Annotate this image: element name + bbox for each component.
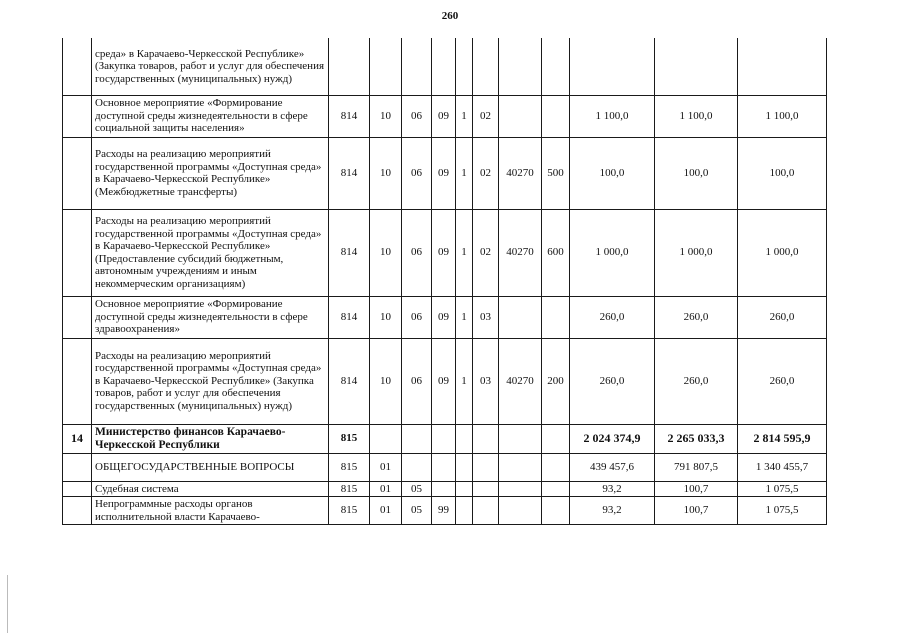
row-index (63, 137, 92, 209)
cell-subprogram (456, 453, 473, 481)
cell-amount-year3: 1 100,0 (738, 95, 827, 137)
table-row (63, 453, 827, 481)
cell-direction: 40270 (499, 137, 542, 209)
cell-direction (499, 424, 542, 453)
cell-section: 01 (370, 497, 402, 525)
cell-subsection: 06 (402, 209, 432, 296)
cell-section: 10 (370, 95, 402, 137)
cell-subprogram (456, 424, 473, 453)
cell-amount-year3: 1 340 455,7 (738, 453, 827, 481)
cell-measure (473, 481, 499, 497)
row-name: Расходы на реализацию мероприятий государственной программы «Доступная среда» в Карачаево-Черкесской Республике» (Закупка товаров, работ и услуг для обеспечения государственных (муниципальных) нужд) (92, 338, 329, 424)
row-name: Основное мероприятие «Формирование доступной среды жизнедеятельности в сфере социальной защиты населения» (92, 95, 329, 137)
cell-program: 99 (432, 497, 456, 525)
cell-subsection: 06 (402, 95, 432, 137)
table-row (63, 497, 827, 525)
table-row (63, 338, 827, 424)
cell-measure (473, 424, 499, 453)
cell-ministry-code (329, 38, 370, 95)
cell-amount-year2: 260,0 (655, 296, 738, 338)
cell-direction (499, 38, 542, 95)
row-index (63, 338, 92, 424)
cell-expense-type (542, 38, 570, 95)
cell-subprogram: 1 (456, 209, 473, 296)
cell-amount-year1 (570, 38, 655, 95)
cell-subprogram: 1 (456, 137, 473, 209)
cell-direction (499, 497, 542, 525)
row-index (63, 497, 92, 525)
cell-program: 09 (432, 338, 456, 424)
cell-program: 09 (432, 137, 456, 209)
cell-amount-year1: 1 000,0 (570, 209, 655, 296)
cell-measure: 03 (473, 296, 499, 338)
cell-subsection: 05 (402, 481, 432, 497)
cell-program: 09 (432, 296, 456, 338)
cell-program (432, 453, 456, 481)
cell-subprogram (456, 481, 473, 497)
page-number: 260 (441, 10, 459, 22)
cell-expense-type (542, 424, 570, 453)
cell-measure: 02 (473, 95, 499, 137)
table-body (63, 38, 827, 525)
cell-expense-type: 500 (542, 137, 570, 209)
cell-amount-year2: 100,0 (655, 137, 738, 209)
row-name: среда» в Карачаево-Черкесской Республике» (Закупка товаров, работ и услуг для обеспечения государственных (муниципальных) нужд) (92, 38, 329, 95)
cell-expense-type (542, 481, 570, 497)
cell-section: 10 (370, 137, 402, 209)
cell-amount-year2: 1 000,0 (655, 209, 738, 296)
cell-subsection (402, 453, 432, 481)
cell-section: 01 (370, 453, 402, 481)
cell-section: 01 (370, 481, 402, 497)
cell-ministry-code: 814 (329, 209, 370, 296)
cell-program: 09 (432, 95, 456, 137)
cell-ministry-code: 814 (329, 338, 370, 424)
cell-amount-year1: 1 100,0 (570, 95, 655, 137)
row-index (63, 95, 92, 137)
cell-amount-year2: 2 265 033,3 (655, 424, 738, 453)
cell-amount-year2 (655, 38, 738, 95)
cell-expense-type (542, 95, 570, 137)
cell-section: 10 (370, 296, 402, 338)
cell-measure: 03 (473, 338, 499, 424)
cell-measure (473, 38, 499, 95)
budget-table (62, 38, 827, 525)
cell-amount-year3: 260,0 (738, 296, 827, 338)
row-index (63, 453, 92, 481)
cell-amount-year2: 100,7 (655, 497, 738, 525)
cell-subprogram: 1 (456, 95, 473, 137)
table-row (63, 424, 827, 453)
cell-subprogram: 1 (456, 296, 473, 338)
cell-amount-year3: 1 075,5 (738, 497, 827, 525)
cell-section: 10 (370, 338, 402, 424)
row-name: ОБЩЕГОСУДАРСТВЕННЫЕ ВОПРОСЫ (92, 453, 329, 481)
table-row (63, 209, 827, 296)
cell-ministry-code: 815 (329, 497, 370, 525)
row-index (63, 296, 92, 338)
cell-ministry-code: 814 (329, 296, 370, 338)
cell-amount-year2: 1 100,0 (655, 95, 738, 137)
cell-amount-year3: 1 075,5 (738, 481, 827, 497)
table-row (63, 38, 827, 95)
cell-program (432, 38, 456, 95)
row-index (63, 38, 92, 95)
row-name: Расходы на реализацию мероприятий государственной программы «Доступная среда» в Карачаево-Черкесской Республике» (Межбюджетные трансферты) (92, 137, 329, 209)
cell-ministry-code: 814 (329, 95, 370, 137)
cell-section: 10 (370, 209, 402, 296)
cell-subsection (402, 38, 432, 95)
cell-expense-type (542, 497, 570, 525)
cell-amount-year2: 791 807,5 (655, 453, 738, 481)
table-row (63, 137, 827, 209)
cell-direction: 40270 (499, 209, 542, 296)
cell-expense-type: 600 (542, 209, 570, 296)
cell-direction (499, 453, 542, 481)
cell-direction (499, 296, 542, 338)
cell-amount-year1: 439 457,6 (570, 453, 655, 481)
cell-expense-type (542, 296, 570, 338)
cell-amount-year1: 93,2 (570, 497, 655, 525)
table-row (63, 481, 827, 497)
cell-subsection: 06 (402, 137, 432, 209)
cell-direction (499, 481, 542, 497)
cell-direction (499, 95, 542, 137)
cell-measure (473, 497, 499, 525)
cell-amount-year1: 260,0 (570, 296, 655, 338)
table-row (63, 95, 827, 137)
cell-amount-year3: 260,0 (738, 338, 827, 424)
row-name: Основное мероприятие «Формирование доступной среды жизнедеятельности в сфере здравоохранения» (92, 296, 329, 338)
cell-expense-type: 200 (542, 338, 570, 424)
cell-subsection: 06 (402, 338, 432, 424)
row-name: Министерство финансов Карачаево-Черкесской Республики (92, 424, 329, 453)
row-name: Непрограммные расходы органов исполнительной власти Карачаево- (92, 497, 329, 525)
cell-amount-year1: 260,0 (570, 338, 655, 424)
cell-amount-year1: 100,0 (570, 137, 655, 209)
cell-ministry-code: 815 (329, 481, 370, 497)
cell-program: 09 (432, 209, 456, 296)
cell-amount-year3: 1 000,0 (738, 209, 827, 296)
cell-program (432, 481, 456, 497)
cell-subprogram (456, 38, 473, 95)
row-index (63, 209, 92, 296)
row-name: Расходы на реализацию мероприятий государственной программы «Доступная среда» в Карачаево-Черкесской Республике» (Предоставление субсидий бюджетным, автономным учреждениям и иным некоммерческим организациям) (92, 209, 329, 296)
cell-subsection: 06 (402, 296, 432, 338)
cell-amount-year3: 100,0 (738, 137, 827, 209)
cell-amount-year2: 100,7 (655, 481, 738, 497)
cell-subsection: 05 (402, 497, 432, 525)
cell-ministry-code: 815 (329, 424, 370, 453)
cell-amount-year2: 260,0 (655, 338, 738, 424)
cell-ministry-code: 814 (329, 137, 370, 209)
cell-expense-type (542, 453, 570, 481)
cell-amount-year3: 2 814 595,9 (738, 424, 827, 453)
cell-subsection (402, 424, 432, 453)
cell-direction: 40270 (499, 338, 542, 424)
row-index (63, 481, 92, 497)
table-row (63, 296, 827, 338)
row-name: Судебная система (92, 481, 329, 497)
cell-subprogram (456, 497, 473, 525)
scan-margin-mark (7, 575, 8, 633)
cell-measure (473, 453, 499, 481)
cell-ministry-code: 815 (329, 453, 370, 481)
cell-subprogram: 1 (456, 338, 473, 424)
cell-measure: 02 (473, 137, 499, 209)
cell-measure: 02 (473, 209, 499, 296)
row-index: 14 (63, 424, 92, 453)
cell-amount-year3 (738, 38, 827, 95)
cell-section (370, 38, 402, 95)
cell-program (432, 424, 456, 453)
cell-section (370, 424, 402, 453)
cell-amount-year1: 93,2 (570, 481, 655, 497)
cell-amount-year1: 2 024 374,9 (570, 424, 655, 453)
